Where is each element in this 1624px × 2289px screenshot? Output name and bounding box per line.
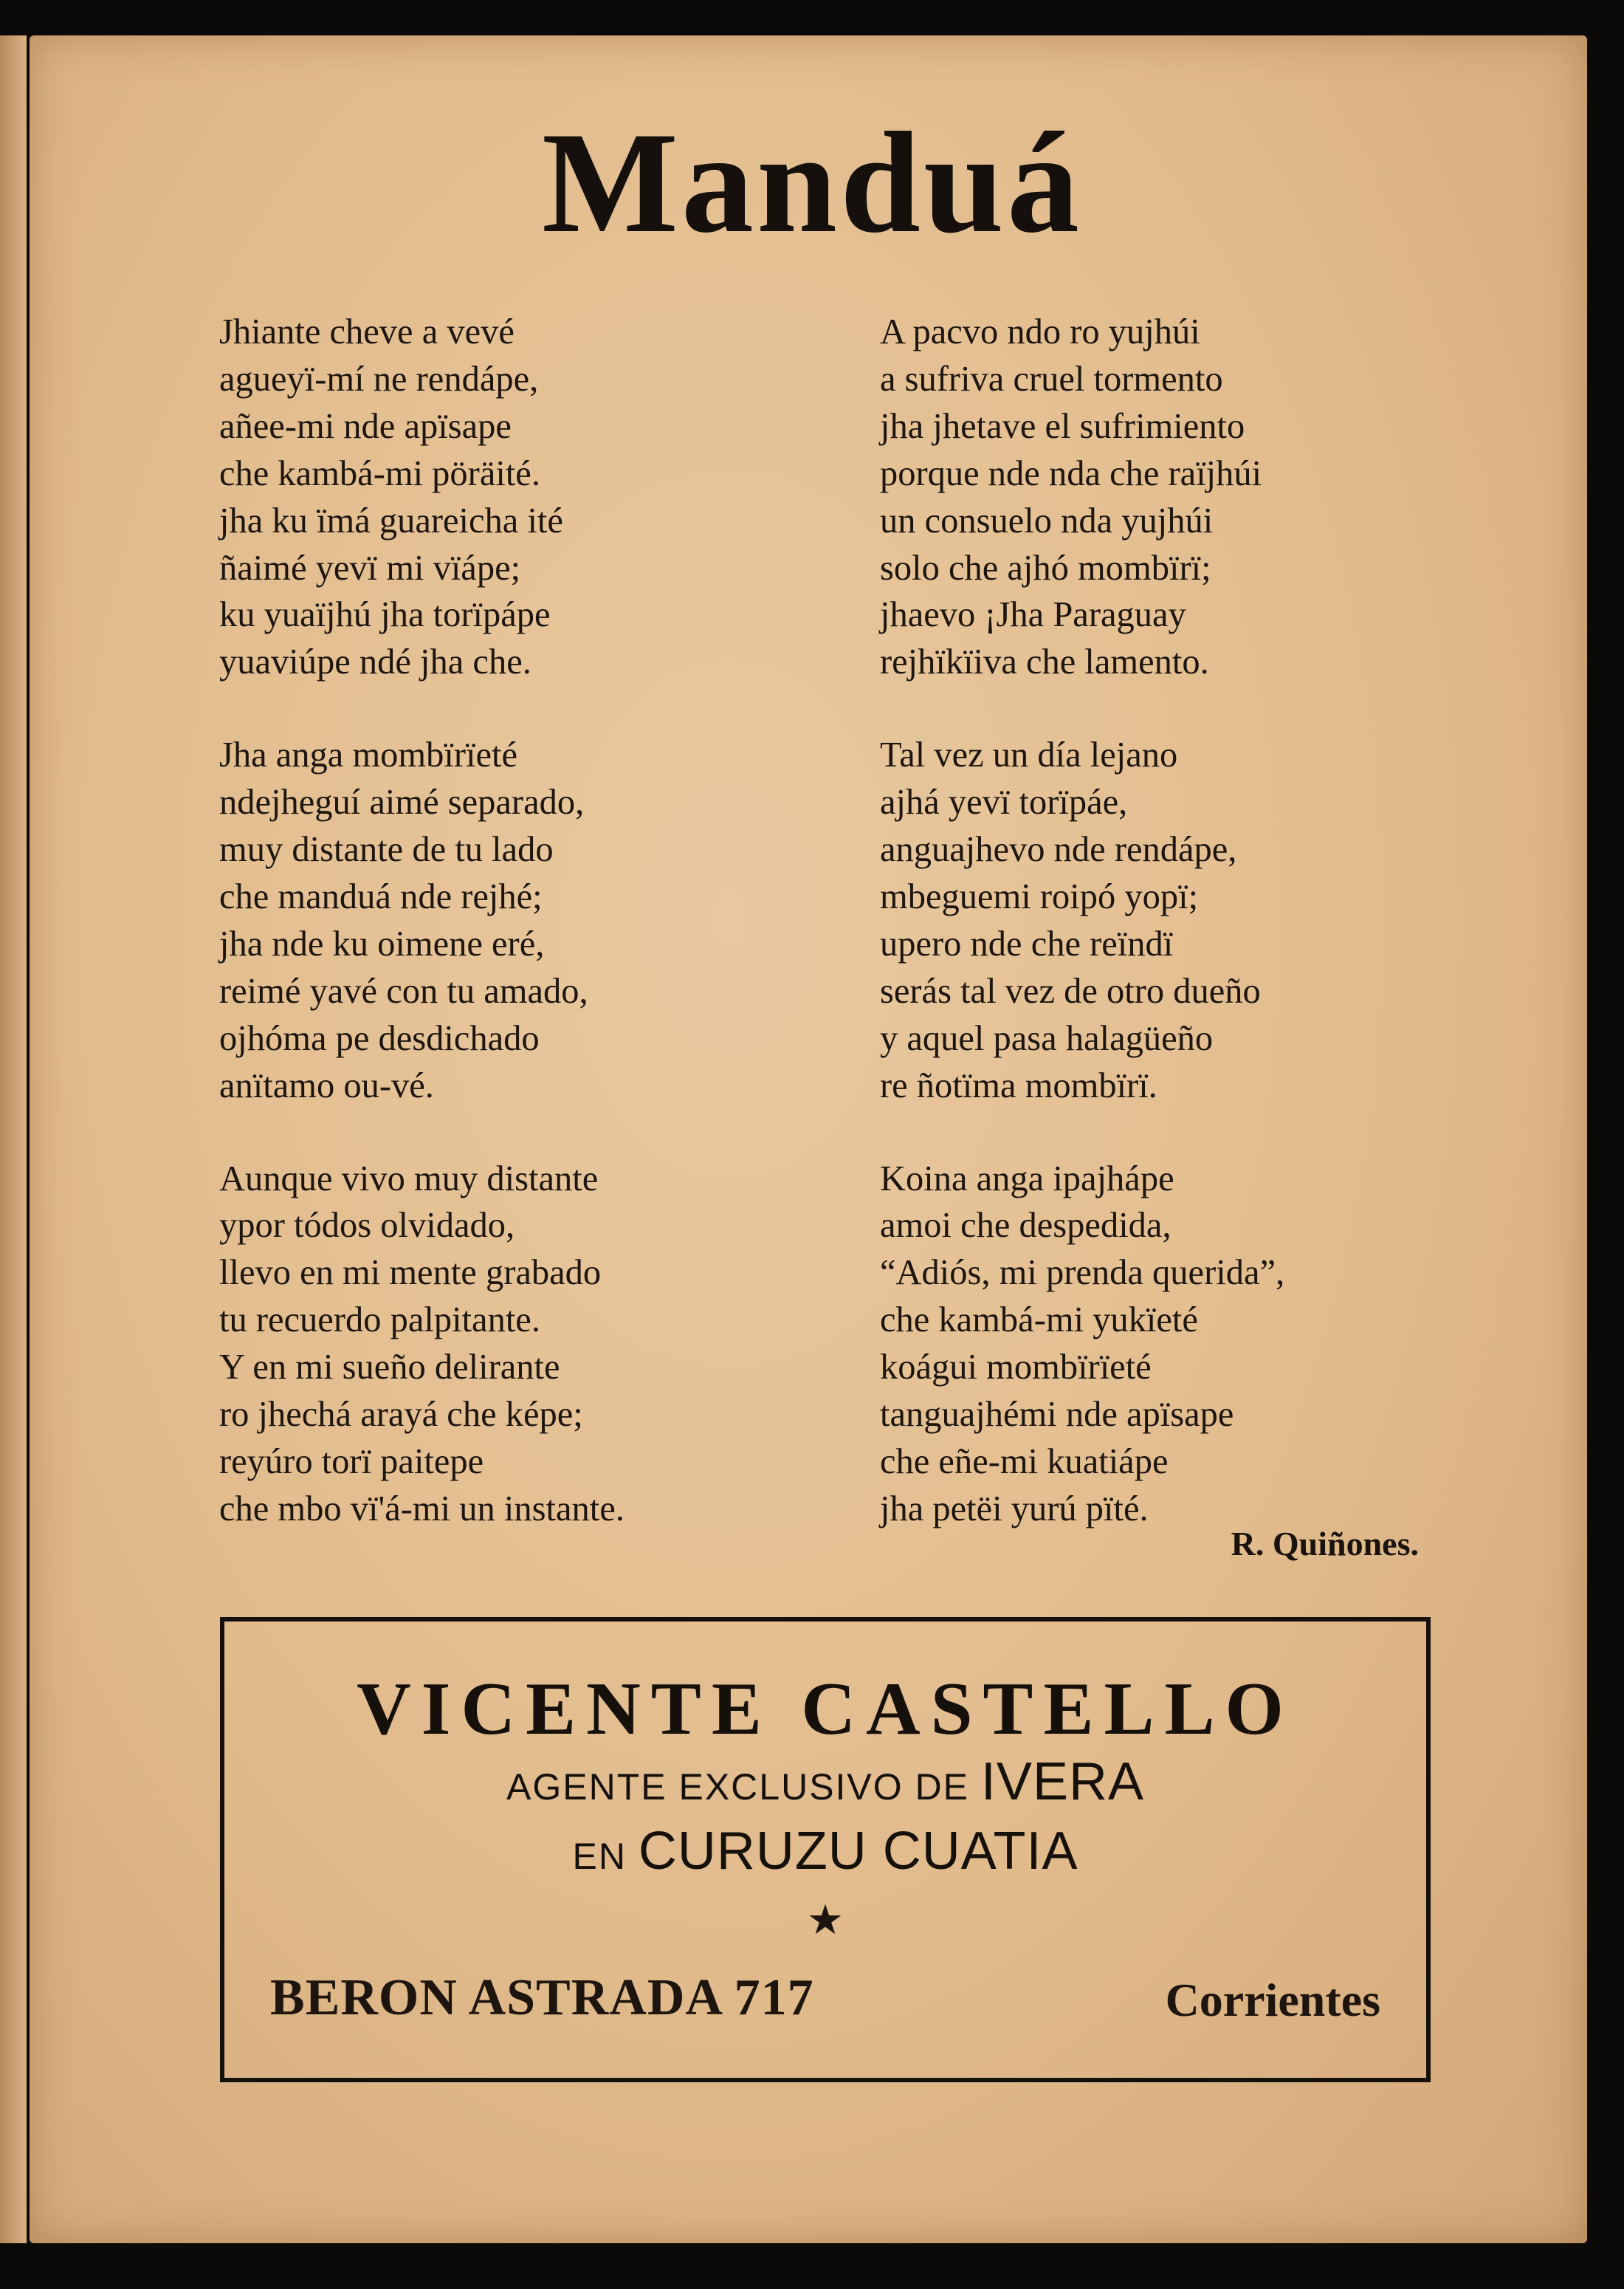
poem-line: che mbo vï'á-mi un instante. [219, 1489, 625, 1528]
poem-line: solo che ajhó mombïrï; [880, 548, 1211, 588]
ad-location-city: CURUZU CUATIA [638, 1822, 1078, 1881]
poem-line: ku yuaïjhú jha torïpápe [219, 595, 551, 635]
poem-title: Manduá [541, 103, 1082, 263]
poem-stanza [219, 1156, 884, 1533]
poem-line: A pacvo ndo ro yujhúi [880, 312, 1200, 351]
poem-line: rejhïkïiva che lamento. [880, 642, 1209, 682]
poem-line: ojhóma pe desdichado [219, 1018, 540, 1058]
ad-address: BERON ASTRADA 717 [270, 1969, 814, 2026]
poem-line: Aunque vivo muy distante [219, 1159, 599, 1198]
poem-line: che eñe-mi kuatiápe [880, 1441, 1169, 1481]
poem-line: jha jhetave el sufrimiento [880, 406, 1245, 446]
poem-line: anguajhevo nde rendápe, [880, 830, 1237, 870]
poem-stanza [880, 1156, 1544, 1533]
ad-location-line [224, 1821, 1426, 1881]
ad-province: Corrientes [1165, 1974, 1380, 2026]
poem-line: reyúro torï paitepe [219, 1441, 484, 1481]
poem-line: Tal vez un día lejano [880, 735, 1178, 775]
poem-line: ñaimé yevï mi vïápe; [219, 548, 521, 588]
poem-line: anïtamo ou-vé. [219, 1065, 434, 1105]
poem-column-right [880, 309, 1544, 1579]
poem-line: upero nde che reïndï [880, 924, 1174, 964]
poem-line: che kambá-mi pöräité. [219, 453, 540, 493]
previous-page-edge [0, 35, 27, 2243]
poem-line: Jhiante cheve a vevé [219, 312, 515, 351]
poem-line: ypor tódos olvidado, [219, 1206, 515, 1246]
poem-line: Y en mi sueño delirante [219, 1348, 560, 1387]
poem-stanza [219, 309, 884, 686]
ad-business-name: VICENTE CASTELLO [357, 1667, 1294, 1751]
ad-brand: IVERA [980, 1752, 1144, 1811]
poem-line: tu recuerdo palpitante. [219, 1300, 540, 1340]
poem-line: serás tal vez de otro dueño [880, 971, 1261, 1011]
poem-line: porque nde nda che raïjhúi [880, 453, 1262, 493]
advertisement-box [220, 1617, 1431, 2082]
poem-line: añee-mi nde apïsape [219, 406, 512, 446]
poem-stanza [880, 732, 1544, 1109]
poem-line: che manduá nde rejhé; [219, 876, 543, 916]
poem-line: che kambá-mi yukïeté [880, 1300, 1198, 1340]
poem-line: a sufriva cruel tormento [880, 359, 1223, 399]
poem-line: Jha anga mombïrïeté [219, 735, 518, 775]
poem-line: jhaevo ¡Jha Paraguay [880, 595, 1186, 635]
poem-line: y aquel pasa halagüeño [880, 1018, 1214, 1058]
poem-line: ro jhechá arayá che képe; [219, 1395, 583, 1435]
poem-line: yuaviúpe ndé jha che. [219, 642, 531, 682]
poem-line: re ñotïma mombïrï. [880, 1065, 1157, 1105]
poem-column-left [219, 309, 884, 1579]
poem-line: jha nde ku oimene eré, [219, 924, 545, 964]
poem-line: un consuelo nda yujhúi [880, 501, 1214, 540]
poem-line: jha petëi yurú pïté. [880, 1489, 1149, 1528]
ad-location-prefix: EN [572, 1836, 639, 1877]
poem-line: mbeguemi roipó yopï; [880, 876, 1199, 916]
poem-author: R. Quiñones. [1231, 1525, 1419, 1562]
poem-line: ajhá yevï torïpáe, [880, 783, 1128, 823]
ad-agent-line [224, 1751, 1426, 1812]
star-icon: ★ [806, 1898, 844, 1943]
poem-line: ndejheguí aimé separado, [219, 783, 585, 823]
ad-agent-text: AGENTE EXCLUSIVO DE [506, 1766, 981, 1808]
poem-line: tanguajhémi nde apïsape [880, 1395, 1234, 1435]
poem-line: amoi che despedida, [880, 1206, 1171, 1246]
poem-line: “Adiós, mi prenda querida”, [880, 1253, 1285, 1293]
poem-stanza [219, 732, 884, 1109]
poem-line: agueyï-mí ne rendápe, [219, 359, 539, 399]
poem-line: koágui mombïrïeté [880, 1348, 1152, 1387]
poem-line: reimé yavé con tu amado, [219, 971, 588, 1011]
poem-line: Koina anga ipajhápe [880, 1159, 1174, 1198]
poem-line: llevo en mi mente grabado [219, 1253, 602, 1293]
poem-line: jha ku ïmá guareicha ité [219, 501, 563, 540]
poem-stanza [880, 309, 1544, 686]
poem-line: muy distante de tu lado [219, 830, 554, 870]
